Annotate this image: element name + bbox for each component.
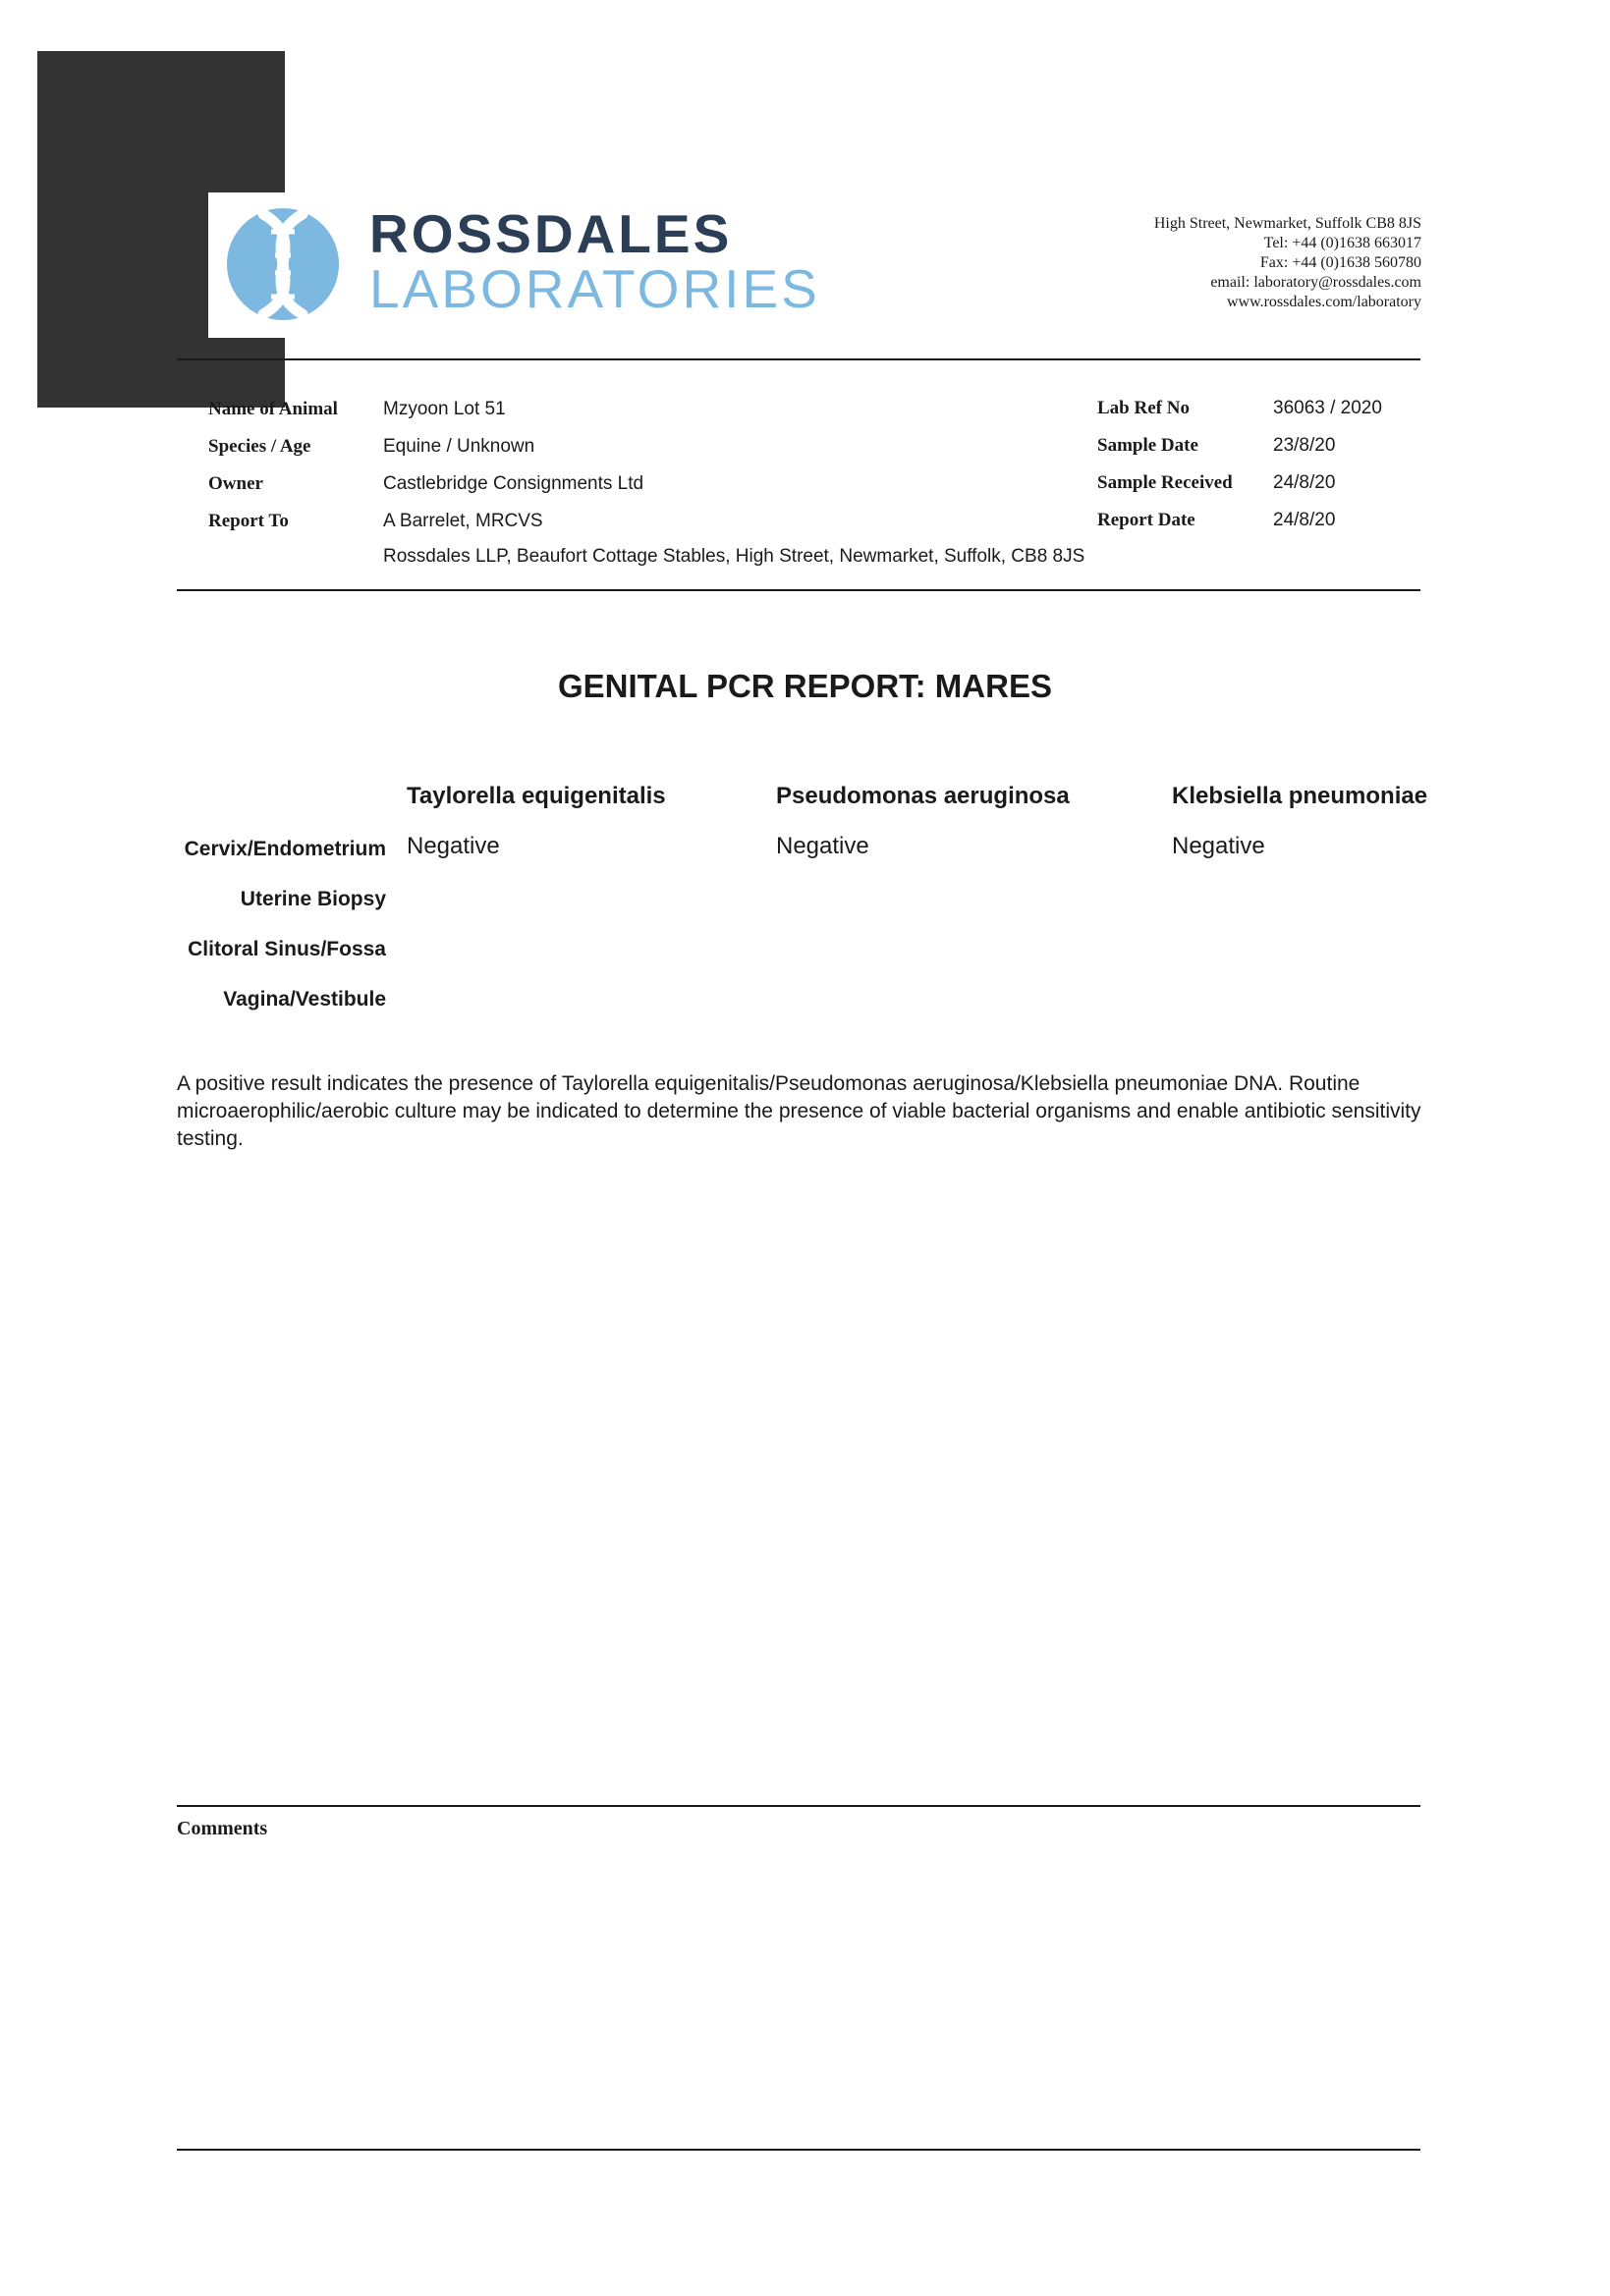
row-uterine-biopsy: Uterine Biopsy (240, 888, 386, 910)
logo-title-laboratories: LABORATORIES (369, 258, 820, 319)
report-to-value: A Barrelet, MRCVS (383, 511, 543, 531)
result-klebsiella: Negative (1172, 833, 1265, 859)
report-date-label: Report Date (1097, 510, 1195, 530)
name-of-animal-value: Mzyoon Lot 51 (383, 399, 506, 419)
address-email: email: laboratory@rossdales.com (1210, 274, 1421, 291)
interpretation-note: A positive result indicates the presence of Taylorella equigenitalis/Pseudomonas aeruginosa/Klebsiella pneumoniae DNA. Routine microaerophilic/aerobic culture may be indicated to determine the presence of viable bacterial organisms and enable antibiotic sensitivity testing. (177, 1072, 1421, 1150)
owner-value: Castlebridge Consignments Ltd (383, 473, 644, 494)
sample-date-label: Sample Date (1097, 435, 1198, 456)
address-phone: Tel: +44 (0)1638 663017 (1263, 235, 1421, 251)
species-age-label: Species / Age (208, 436, 311, 457)
result-taylorella: Negative (407, 833, 500, 859)
lab-address (1154, 214, 1421, 312)
comments-bottom-divider (177, 2149, 1420, 2151)
owner-label: Owner (208, 473, 263, 494)
address-website: www.rossdales.com/laboratory (1226, 294, 1421, 310)
logo-title-rossdales: ROSSDALES (369, 203, 733, 264)
sample-date-value: 23/8/20 (1273, 435, 1336, 456)
name-of-animal-label: Name of Animal (208, 399, 338, 419)
report-to-label: Report To (208, 511, 289, 531)
sample-received-label: Sample Received (1097, 472, 1233, 493)
row-cervix-endometrium: Cervix/Endometrium (184, 838, 386, 860)
report-to-address: Rossdales LLP, Beaufort Cottage Stables, High Street, Newmarket, Suffolk, CB8 8JS (383, 546, 1085, 567)
row-vagina-vestibule: Vagina/Vestibule (223, 988, 386, 1011)
comments-top-divider (177, 1805, 1420, 1807)
report-date-value: 24/8/20 (1273, 510, 1336, 530)
details-divider (177, 589, 1420, 591)
row-clitoral-sinus-fossa: Clitoral Sinus/Fossa (188, 938, 386, 960)
dna-logo-icon (224, 204, 342, 324)
address-line: High Street, Newmarket, Suffolk CB8 8JS (1153, 215, 1421, 232)
comments-label: Comments (177, 1818, 268, 1839)
column-taylorella: Taylorella equigenitalis (407, 783, 666, 809)
column-klebsiella: Klebsiella pneumoniae (1172, 783, 1428, 809)
lab-ref-label: Lab Ref No (1097, 398, 1190, 418)
species-age-value: Equine / Unknown (383, 436, 535, 457)
column-pseudomonas: Pseudomonas aeruginosa (776, 783, 1070, 809)
address-fax: Fax: +44 (0)1638 560780 (1259, 254, 1421, 271)
result-pseudomonas: Negative (776, 833, 869, 859)
lab-ref-value: 36063 / 2020 (1273, 398, 1382, 418)
report-title: GENITAL PCR REPORT: MARES (558, 668, 1052, 704)
sample-received-value: 24/8/20 (1273, 472, 1336, 493)
header-divider (177, 358, 1420, 360)
